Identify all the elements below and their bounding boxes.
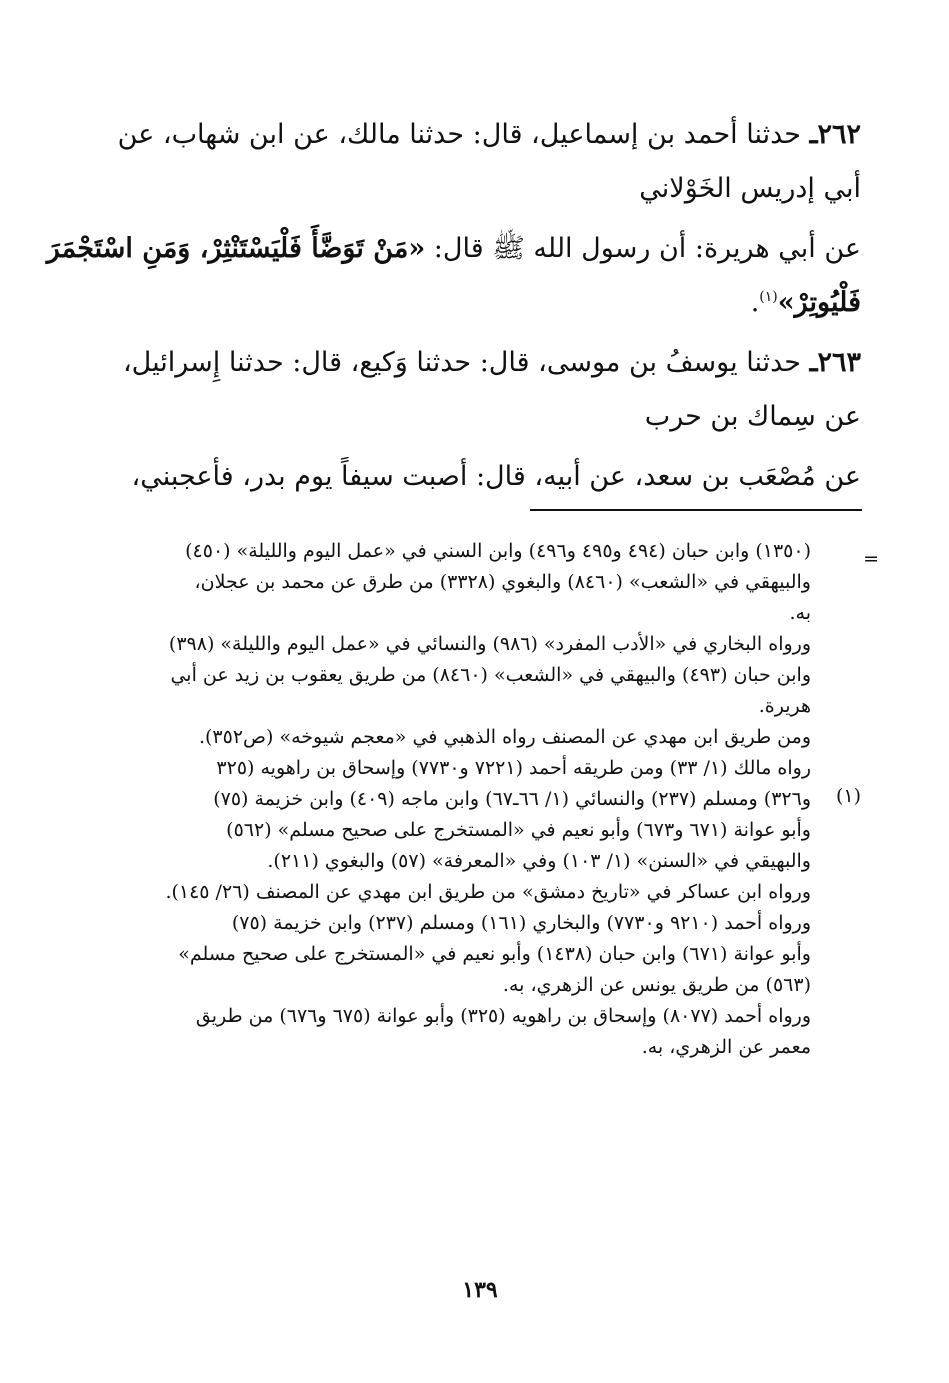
hadith-262-isnad: حدثنا أحمد بن إسماعيل، قال: حدثنا مالك، عن ابن شهاب، عن [117,119,810,150]
footnote-1-line: معمر عن الزهري، به. [641,1036,811,1058]
hadith-262-full-stop: . [750,287,760,318]
footnote-1-line: رواه مالك (١/ ٣٣) ومن طريقه أحمد (٧٢٢١ و٧٧٣٠) وإسحاق بن راهويه (٣٢٥ [216,757,811,779]
footnote-ref-1: (١) [759,289,778,305]
footnote-1-line: ورواه أحمد (٩٢١٠ و٧٧٣٠) والبخاري (١٦١) ومسلم (٢٣٧) وابن خزيمة (٧٥) [231,912,811,934]
hadith-262-matn: «مَنْ تَوَضَّأَ فَلْيَسْتَنْثِرْ، وَمَنِ اسْتَجْمَرَ [46,233,426,264]
footnote-1-line: (٥٦٣) من طريق يونس عن الزهري، به. [502,974,811,996]
hadith-263-line-3: عن مُصْعَب بن سعد، عن أبيه، قال: أصبت سيفاً يوم بدر، فأعجبني، [131,461,861,492]
hadith-262-number: ٢٦٢ـ [809,119,861,150]
footnote-1-line: ورواه ابن عساكر في «تاريخ دمشق» من طريق ابن مهدي عن المصنف (٢٦/ ١٤٥). [165,881,811,903]
footnotes [111,536,811,1063]
footnote-line: وابن حبان (٤٩٣) والبيهقي في «الشعب» (٨٤٦٠) من طريق يعقوب بن زيد عن أبي [170,664,811,686]
footnote-divider [530,509,862,511]
footnote-1-marker: (١) [835,785,861,807]
footnote-line: به. [789,602,811,624]
footnote-1-line: ورواه أحمد (٨٠٧٧) وإسحاق بن راهويه (٣٢٥) وأبو عوانة (٦٧٥ و٦٧٦) من طريق [195,1005,811,1027]
hadith-262-line-1 [101,108,861,162]
footnote-line: والبيهقي في «الشعب» (٨٤٦٠) والبغوي (٣٣٢٨) من طرق عن محمد بن عجلان، [194,571,811,593]
footnote-1-line: و٣٢٦) ومسلم (٢٣٧) والنسائي (١/ ٦٦ـ٦٧) وابن ماجه (٤٠٩) وابن خزيمة (٧٥) [213,788,811,810]
hadith-263-number: ٢٦٣ـ [809,347,861,378]
hadith-263-isnad: حدثنا يوسفُ بن موسى، قال: حدثنا وَكيع، قال: حدثنا إِسرائيل، [122,347,810,378]
hadith-262-line-4 [101,276,861,330]
main-text [46,108,861,504]
footnote-1-line: ومن طريق ابن مهدي عن المصنف رواه الذهبي في «معجم شيوخه» (ص٣٥٢). [198,726,811,748]
footnote-1-line: وأبو عوانة (٦٧١) وابن حبان (١٤٣٨) وأبو نعيم في «المستخرج على صحيح مسلم» [178,943,811,965]
footnote-1-line: والبهيقي في «السنن» (١/ ١٠٣) وفي «المعرفة» (٥٧) والبغوي (٢١١). [267,850,811,872]
hadith-262-line-2: أبي إدريس الخَوْلاني [639,173,861,204]
footnote-line: ورواه البخاري في «الأدب المفرد» (٩٨٦) والنسائي في «عمل اليوم والليلة» (٣٩٨) [168,633,811,655]
hadith-262-narrator: عن أبي هريرة: أن رسول الله ﷺ قال: [425,233,861,264]
footnote-line: (١٣٥٠) وابن حبان (٤٩٤ و٤٩٥ و٤٩٦) وابن السني في «عمل اليوم والليلة» (٤٥٠) [185,540,811,562]
page-number: ١٣٩ [462,1277,498,1303]
footnote-line: هريرة. [758,695,811,717]
footnote-continuation-marker: = [863,548,879,570]
hadith-263-line-1 [101,336,861,390]
hadith-263-line-2: عن سِماك بن حرب [644,401,861,432]
footnote-1-line: وأبو عوانة (٦٧١ و٦٧٣) وأبو نعيم في «المستخرج على صحيح مسلم» (٥٦٢) [226,819,811,841]
hadith-262-line-3 [46,222,861,276]
hadith-262-matn-end: فَلْيُوتِرْ» [777,287,861,318]
